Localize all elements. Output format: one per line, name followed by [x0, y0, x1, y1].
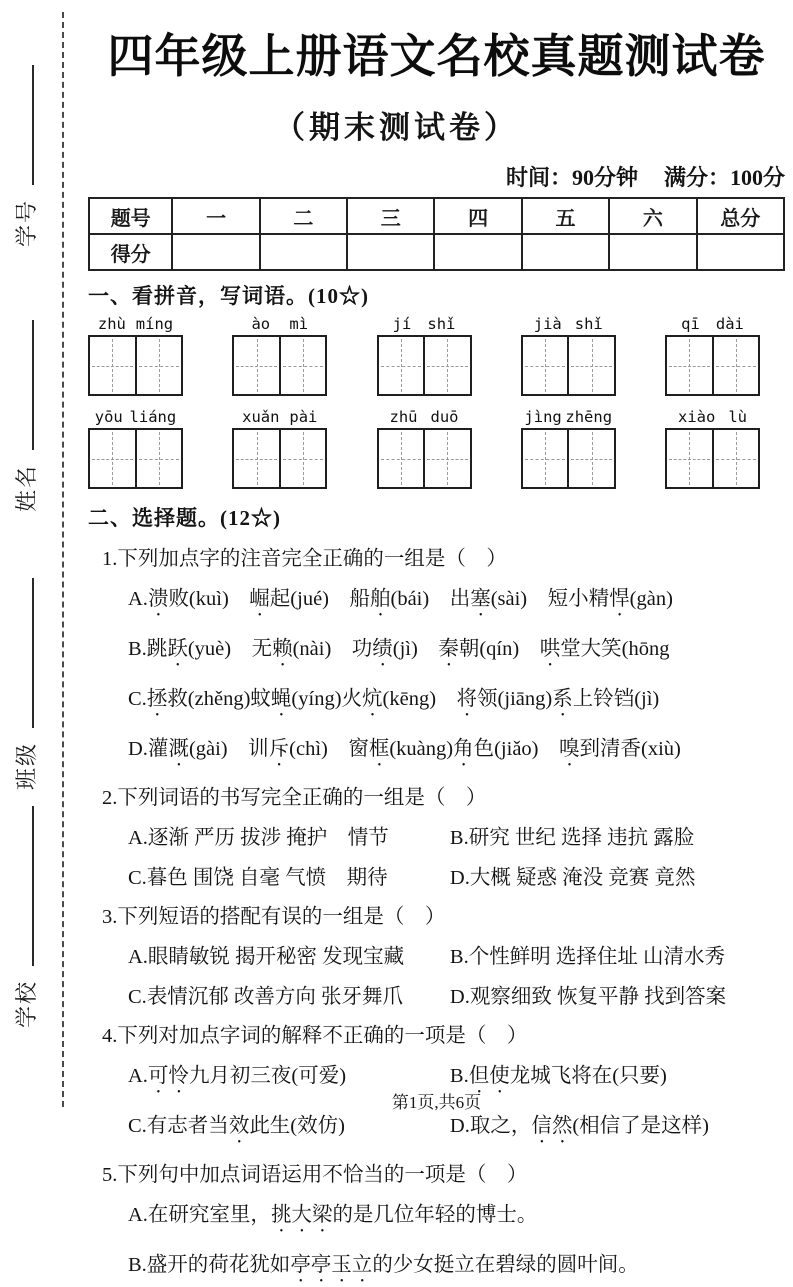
- writing-cell: [667, 430, 714, 487]
- writing-cell: [379, 337, 426, 394]
- section1-heading: 一、看拼音，写词语。(10☆): [88, 284, 369, 308]
- writing-grid: [377, 428, 472, 489]
- score-header-cell: 总分: [697, 198, 784, 234]
- question-2-options-ab: [88, 820, 785, 850]
- writing-grid: [665, 335, 760, 396]
- seal-dashed-line: [62, 12, 64, 1107]
- question-4-option-b: B.但使龙城飞将在(只要): [449, 1065, 667, 1087]
- pinyin-syllable: dài: [715, 315, 744, 333]
- pinyin-syllable: pài: [289, 408, 318, 426]
- question-2: [88, 780, 785, 890]
- writing-cell: [90, 430, 137, 487]
- question-5-option-b: B.盛开的荷花犹如亭亭玉立的少女挺立在碧绿的圆叶间。: [128, 1254, 639, 1276]
- pinyin-word-group: [232, 315, 327, 396]
- score-empty-cell: [522, 234, 609, 270]
- writing-grid: [232, 335, 327, 396]
- sidebar-field-school: [10, 806, 41, 1028]
- pinyin-syllable: qī: [681, 315, 700, 333]
- question-2-stem: 2.下列词语的书写完全正确的一组是（ ）: [102, 787, 487, 809]
- writing-cell: [569, 430, 614, 487]
- score-table-header-row: [89, 198, 784, 234]
- question-4-stem: 4.下列对加点字词的解释不正确的一项是（ ）: [102, 1025, 528, 1047]
- question-2-option-a: A.逐渐 严历 拔涉 掩护 情节: [128, 827, 389, 849]
- pinyin-syllable: zhù: [97, 315, 126, 333]
- pinyin-word-group: [665, 315, 760, 396]
- writing-grid: [232, 428, 327, 489]
- pinyin-word-group: [521, 408, 616, 489]
- writing-grid: [88, 335, 183, 396]
- pinyin-word-group: [521, 315, 616, 396]
- question-1: [88, 541, 785, 771]
- score-header-cell: 三: [347, 198, 434, 234]
- pinyin-syllable: yōu: [94, 408, 123, 426]
- pinyin-syllable: zhū: [389, 408, 418, 426]
- pinyin-syllable: liáng: [129, 408, 177, 426]
- question-4: [88, 1018, 785, 1148]
- question-3-options-cd: [88, 979, 785, 1009]
- pinyin-syllable: duō: [430, 408, 459, 426]
- time-limit: 时间：90分钟: [505, 165, 638, 190]
- question-5-option-a: A.在研究室里，挑大梁的是几位年轻的博士。: [128, 1204, 538, 1226]
- student-number-blank: [30, 65, 34, 185]
- question-3-option-d: D.观察细致 恢复平静 找到答案: [449, 986, 727, 1008]
- pinyin-syllable: jí: [392, 315, 412, 333]
- score-empty-cell: [434, 234, 521, 270]
- question-4-option-c: C.有志者当效此生(效仿): [128, 1115, 345, 1137]
- score-empty-cell: [172, 234, 259, 270]
- question-5-stem: 5.下列句中加点词语运用不恰当的一项是（ ）: [102, 1164, 528, 1186]
- question-1-option-d: D.灌溉(gài) 训斥(chì) 窗框(kuàng)角色(jiǎo) 嗅到清香(xiù): [128, 738, 681, 760]
- sidebar-field-class: [10, 578, 41, 790]
- school-blank: [30, 806, 34, 966]
- score-empty-cell: [347, 234, 434, 270]
- question-3-stem: 3.下列短语的搭配有误的一组是（ ）: [102, 906, 446, 928]
- page-subtitle: （期末测试卷）: [274, 110, 519, 145]
- writing-grid: [377, 335, 472, 396]
- name-blank: [30, 320, 34, 450]
- pinyin-word-group: [665, 408, 760, 489]
- question-3-option-b: B.个性鲜明 选择住址 山清水秀: [449, 946, 725, 968]
- writing-cell: [425, 337, 470, 394]
- writing-cell: [281, 430, 326, 487]
- score-header-cell: 一: [172, 198, 259, 234]
- question-3-option-a: A.眼睛敏锐 揭开秘密 发现宝藏: [128, 946, 405, 968]
- question-2-options-cd: [88, 860, 785, 890]
- pinyin-syllable: shǐ: [427, 315, 456, 333]
- question-2-option-c: C.暮色 围饶 自毫 气愤 期待: [128, 867, 388, 889]
- writing-cell: [281, 337, 326, 394]
- score-table-score-row: [89, 234, 784, 270]
- pinyin-syllable: mì: [289, 315, 309, 333]
- sidebar-field-name: [10, 320, 41, 512]
- question-4-option-d: D.取之，信然(相信了是这样): [449, 1115, 710, 1137]
- score-empty-cell: [609, 234, 696, 270]
- pinyin-syllable: jìng: [524, 408, 562, 426]
- pinyin-syllable: jià: [533, 315, 562, 333]
- pinyin-row-1: [88, 315, 760, 396]
- writing-cell: [90, 337, 137, 394]
- writing-cell: [137, 337, 182, 394]
- pinyin-syllable: míng: [135, 315, 174, 333]
- pinyin-word-group: [377, 315, 472, 396]
- writing-cell: [569, 337, 614, 394]
- pinyin-syllable: lù: [728, 408, 747, 426]
- page-footer: 第1页,共6页: [391, 1093, 482, 1112]
- writing-cell: [667, 337, 714, 394]
- exam-info-line: [88, 161, 785, 192]
- pinyin-row-2: [88, 408, 760, 489]
- full-score: 满分：100分: [663, 165, 785, 190]
- writing-cell: [714, 337, 759, 394]
- question-2-option-b: B.研究 世纪 选择 违抗 露脸: [449, 827, 695, 849]
- page-title: 四年级上册语文名校真题测试卷: [107, 30, 766, 82]
- writing-grid: [88, 428, 183, 489]
- question-4-options-cd: [88, 1108, 785, 1148]
- pinyin-word-group: [88, 315, 183, 396]
- question-4-option-a: A.可怜九月初三夜(可爱): [128, 1065, 347, 1087]
- question-1-option-b: B.跳跃(yuè) 无赖(nài) 功绩(jì) 秦朝(qín) 哄堂大笑(hōng: [128, 638, 670, 660]
- pinyin-word-group: [232, 408, 327, 489]
- pinyin-syllable: ào: [251, 315, 271, 333]
- score-table: [88, 197, 785, 271]
- question-5: [88, 1157, 785, 1287]
- score-header-cell: 五: [522, 198, 609, 234]
- sidebar-field-student-number: [10, 65, 41, 247]
- score-empty-cell: [260, 234, 347, 270]
- pinyin-syllable: zhēng: [565, 408, 613, 426]
- pinyin-syllable: xuǎn: [242, 408, 280, 426]
- writing-grid: [521, 428, 616, 489]
- class-label: 班级: [14, 741, 39, 790]
- score-header-cell: 二: [260, 198, 347, 234]
- section2-heading: 二、选择题。(12☆): [88, 506, 281, 530]
- student-number-label: 学号: [14, 198, 39, 247]
- school-label: 学校: [14, 979, 39, 1028]
- question-1-option-c: C.拯救(zhěng)蚊蝇(yíng)火炕(kēng) 将领(jiāng)系上铃铛(jì): [128, 688, 660, 710]
- writing-grid: [665, 428, 760, 489]
- score-header-cell: 六: [609, 198, 696, 234]
- question-3-option-c: C.表情沉郁 改善方向 张牙舞爪: [128, 986, 404, 1008]
- question-3: [88, 899, 785, 1009]
- score-header-cell: 题号: [89, 198, 172, 234]
- writing-cell: [137, 430, 182, 487]
- name-label: 姓名: [14, 463, 39, 512]
- pinyin-syllable: xiào: [678, 408, 716, 426]
- score-header-cell: 四: [434, 198, 521, 234]
- pinyin-syllable: shǐ: [574, 315, 603, 333]
- question-1-option-a: A.溃败(kuì) 崛起(jué) 船舶(bái) 出塞(sài) 短小精悍(gàn): [128, 588, 673, 610]
- writing-cell: [425, 430, 470, 487]
- writing-cell: [379, 430, 426, 487]
- question-2-option-d: D.大概 疑惑 淹没 竞赛 竟然: [449, 867, 696, 889]
- class-blank: [30, 578, 34, 728]
- writing-cell: [523, 337, 570, 394]
- writing-grid: [521, 335, 616, 396]
- score-empty-cell: [697, 234, 784, 270]
- writing-cell: [714, 430, 759, 487]
- writing-cell: [234, 430, 281, 487]
- pinyin-word-group: [377, 408, 472, 489]
- question-3-options-ab: [88, 939, 785, 969]
- pinyin-word-group: [88, 408, 183, 489]
- score-row-label: 得分: [89, 234, 172, 270]
- question-1-stem: 1.下列加点字的注音完全正确的一组是（ ）: [102, 548, 507, 570]
- writing-cell: [234, 337, 281, 394]
- writing-cell: [523, 430, 570, 487]
